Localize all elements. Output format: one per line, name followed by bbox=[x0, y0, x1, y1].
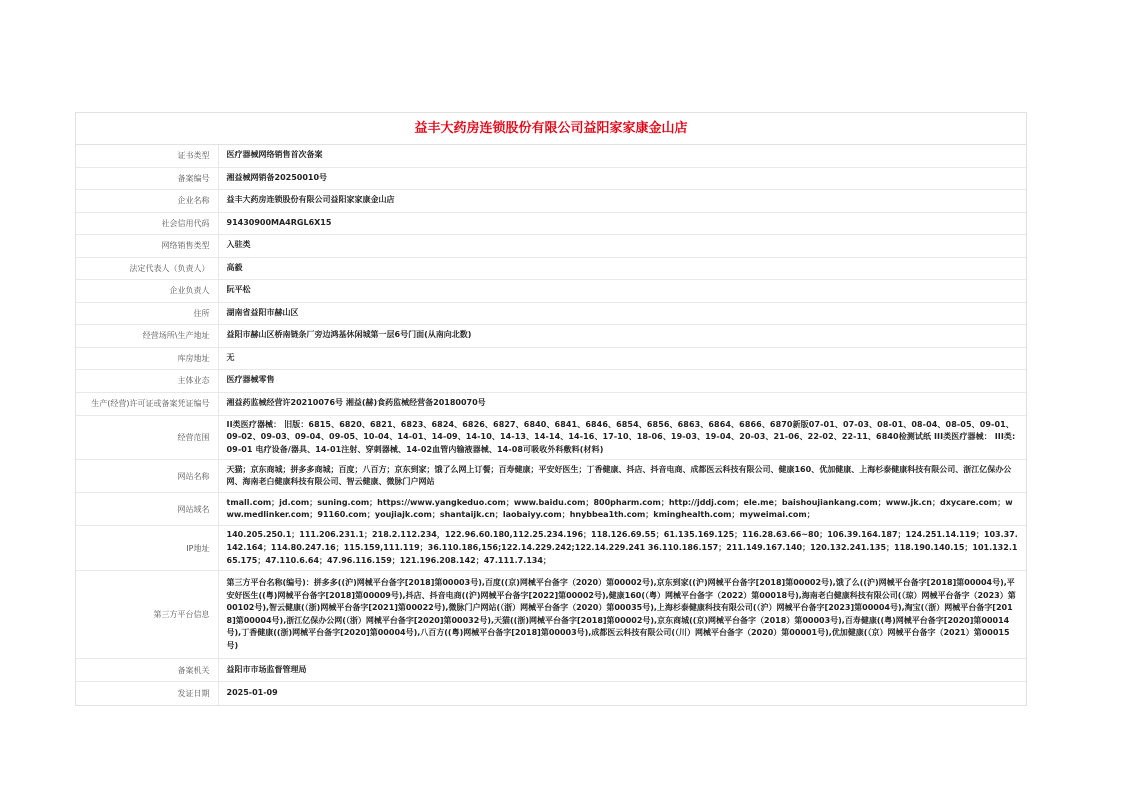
field-value-authority: 益阳市市场监督管理局 bbox=[218, 659, 1026, 682]
table-row bbox=[76, 257, 1026, 279]
table-row bbox=[76, 145, 1026, 167]
field-value-sales-type: 入驻类 bbox=[218, 234, 1026, 257]
field-value-credit-code: 91430900MA4RGL6X15 bbox=[218, 212, 1026, 234]
field-label-third-party: 第三方平台信息 bbox=[76, 571, 218, 659]
field-value-legal-rep: 高毅 bbox=[218, 257, 1026, 279]
table-row bbox=[76, 682, 1026, 705]
field-label-business-form: 主体业态 bbox=[76, 369, 218, 392]
table-row bbox=[76, 571, 1026, 659]
field-value-company-head: 阮平松 bbox=[218, 279, 1026, 302]
field-label-business-scope: 经营范围 bbox=[76, 415, 218, 460]
field-label-credit-code: 社会信用代码 bbox=[76, 212, 218, 234]
field-value-site-names: 天猫；京东商城；拼多多商城；百度；八百方；京东到家；饿了么网上订餐；百寿健康；平安好医生；丁香健康、抖店、抖音电商、成都医云科技有限公司、健康160、优加健康、上海杉泰健康科技有限公司、浙江亿保办公网、海南老白健康科技有限公司、智云健康、微脉门户网站 bbox=[218, 460, 1026, 493]
field-label-sales-type: 网络销售类型 bbox=[76, 234, 218, 257]
field-label-company-name: 企业名称 bbox=[76, 189, 218, 212]
field-label-company-head: 企业负责人 bbox=[76, 279, 218, 302]
field-label-legal-rep: 法定代表人（负责人） bbox=[76, 257, 218, 279]
record-sheet bbox=[75, 112, 1027, 706]
table-row bbox=[76, 415, 1026, 460]
field-value-warehouse: 无 bbox=[218, 347, 1026, 369]
field-label-site-names: 网站名称 bbox=[76, 460, 218, 493]
field-value-business-form: 医疗器械零售 bbox=[218, 369, 1026, 392]
field-value-ip-addresses: 140.205.250.1；111.206.231.1；218.2.112.234，122.96.60.180,112.25.234.196；118.126.69.55；61.135.169.125；116.28.63.66~80；106.39.164.187；124.251.14.119；103.37.142.164；114.80.247.16；115.159,111.119；36.110.186,156;122.14.229.242;122.14.229.241 36.110.186.157；211.149.167.140；120.132.241.135；118.190.140.15；101.132.165.175；47.110.6.64；47.96.116.159；121.196.208.142；47.111.7.134； bbox=[218, 526, 1026, 571]
table-row bbox=[76, 369, 1026, 392]
table-row bbox=[76, 167, 1026, 189]
table-row bbox=[76, 212, 1026, 234]
field-value-issue-date: 2025-01-09 bbox=[226, 688, 278, 698]
table-row bbox=[76, 460, 1026, 493]
field-value-third-party: 第三方平台名称(编号)：拼多多((沪)网械平台备字[2018]第00003号),百度((京)网械平台备字（2020）第00002号),京东到家((沪)网械平台备字[2018]第00002号),饿了么((沪)网械平台备字[2018]第00004号),平安好医生((粤)网械平台备字[2018]第00009号),抖店、抖音电商((沪)网械平台备字[2022]第00002号),健康160(（粤）网械平台备字（2022）第00018号),海南老白健康科技有限公司(（琼）网械平台备字（2023）第00102号),智云健康(（浙)网械平台备字[2021]第00022号),微脉门户网站(（浙）网械平台备字（2020）第00035号),上海杉泰健康科技有限公司(（沪）网械平台备字[2023]第00004号),淘宝(（浙）网械平台备字[2018]第00004号),浙江亿保办公网(（浙）网械平台备字[2020]第00032号),天猫((浙)网械平台备字[2018]第00002号),京东商城((京)网械平台备字（2018）第00003号),百寿健康((粤)网械平台备字[2020]第00014号),丁香健康((浙)网械平台备字[2020]第00004号),八百方((粤)网械平台备字[2018]第00003号),成都医云科技有限公司(（川）网械平台备字（2020）第00001号),优加健康(（京）网械平台备字（2021）第00015号) bbox=[218, 571, 1026, 659]
field-value-record-number: 湘益械网销备20250010号 bbox=[218, 167, 1026, 189]
field-label-authority: 备案机关 bbox=[76, 659, 218, 682]
field-value-business-scope: II类医疗器械： 旧版：6815、6820、6821、6823、6824、6826、6827、6840、6841、6846、6854、6856、6863、6864、6866、6870新版07-01、07-03、08-01、08-04、08-05、09-01、09-02、09-03、09-04、09-05、10-04、14-01、14-09、14-10、14-13、14-14、14-16、17-10、18-06、19-03、19-04、20-03、21-06、22-02、22-11、6840检测试纸 III类医疗器械： III类:09-01 电疗设备/器具、14-01注射、穿刺器械、14-02血管内输液器械、14-08可吸收外科敷料(材料) bbox=[218, 415, 1026, 460]
field-label-domains: 网站域名 bbox=[76, 493, 218, 526]
field-label-ip-addresses: IP地址 bbox=[76, 526, 218, 571]
record-table bbox=[76, 145, 1026, 705]
field-label-warehouse: 库房地址 bbox=[76, 347, 218, 369]
table-row bbox=[76, 189, 1026, 212]
field-label-business-address: 经营场所\生产地址 bbox=[76, 324, 218, 347]
table-row bbox=[76, 324, 1026, 347]
table-row bbox=[76, 347, 1026, 369]
field-value-company-name: 益丰大药房连锁股份有限公司益阳家家康金山店 bbox=[218, 189, 1026, 212]
field-value-cert-type: 医疗器械网络销售首次备案 bbox=[218, 145, 1026, 167]
field-value-license-number: 湘益药监械经营许20210076号 湘益(赫)食药监械经营备20180070号 bbox=[218, 392, 1026, 415]
table-row bbox=[76, 659, 1026, 682]
table-row bbox=[76, 526, 1026, 571]
page-title: 益丰大药房连锁股份有限公司益阳家家康金山店 bbox=[76, 113, 1026, 145]
field-value-residence: 湖南省益阳市赫山区 bbox=[218, 302, 1026, 324]
field-label-license-number: 生产(经营)许可证或备案凭证编号 bbox=[76, 392, 218, 415]
field-label-issue-date: 发证日期 bbox=[76, 682, 218, 705]
field-label-cert-type: 证书类型 bbox=[76, 145, 218, 167]
field-value-domains: tmall.com；jd.com；suning.com；https://www.yangkeduo.com；www.baidu.com；800pharm.com；http://jddj.com；ele.me；baishoujiankang.com；www.jk.cn；dxycare.com；www.medlinker.com；91160.com；youjiajk.com；shantaijk.cn；laobaiyy.com；hnybbea1th.com；kminghealth.com；myweimai.com； bbox=[218, 493, 1026, 526]
table-row bbox=[76, 493, 1026, 526]
table-row bbox=[76, 302, 1026, 324]
table-row bbox=[76, 392, 1026, 415]
table-row bbox=[76, 279, 1026, 302]
field-value-business-address: 益阳市赫山区桥南链条厂旁边鸿基休闲城第一层6号门面(从南向北数) bbox=[218, 324, 1026, 347]
field-label-residence: 住所 bbox=[76, 302, 218, 324]
field-label-record-number: 备案编号 bbox=[76, 167, 218, 189]
table-row bbox=[76, 234, 1026, 257]
